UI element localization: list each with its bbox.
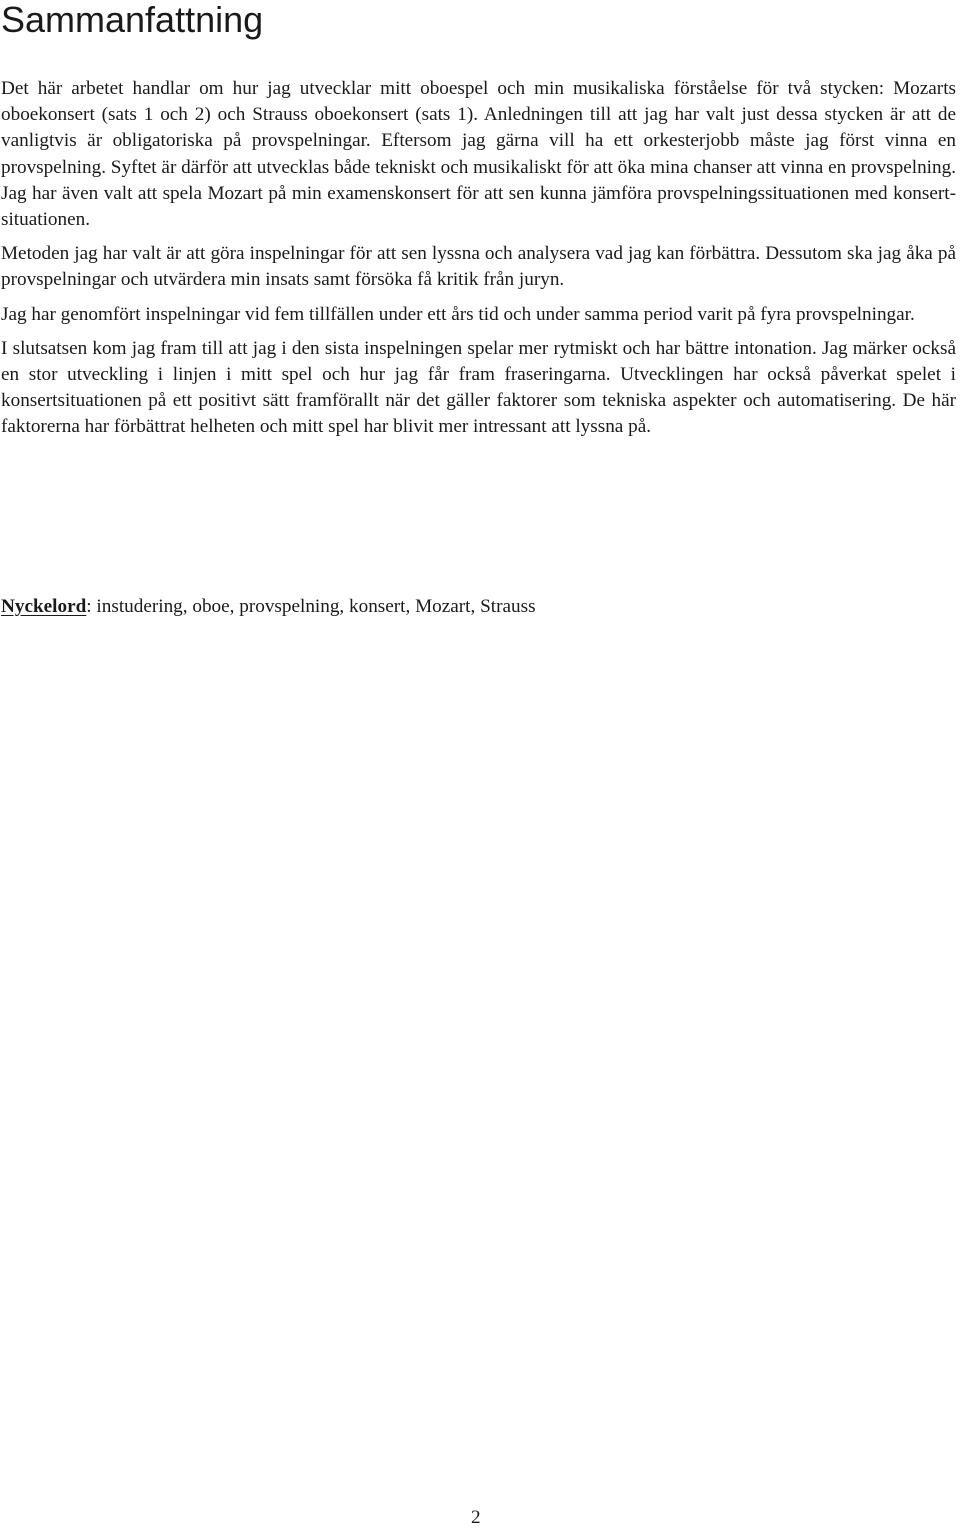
page-number: 2 xyxy=(471,1507,481,1528)
page-title: Sammanfattning xyxy=(1,0,264,40)
keywords-label: Nyckelord xyxy=(1,596,87,617)
paragraph-recordings: Jag har genomfört inspelningar vid fem tillfällen under ett års tid och under samma period varit på fyra provspelningar. xyxy=(1,303,915,325)
keywords-list: instudering, oboe, provspelning, konsert, Mozart, Strauss xyxy=(96,596,536,617)
paragraph-method: Metoden jag har valt är att göra inspelningar för att sen lyssna och analysera vad jag kan förbättra. Dessutom ska jag åka på provspelningar och utvärdera min insats samt försöka få kritik från juryn. xyxy=(1,243,956,291)
summary-body xyxy=(1,76,956,449)
keywords-line xyxy=(1,594,536,620)
keywords-separator: : xyxy=(86,596,97,617)
paragraph-intro: Det här arbetet handlar om hur jag utvecklar mitt oboespel och min musikaliska förståelse för två stycken: Mozarts oboekonsert (sats 1 och 2) och Strauss oboekonsert (sats 1). Anledningen till att jag har valt just dessa stycken är att de vanligtvis är obligatoriska på provspelningar. Eftersom jag gärna vill ha ett orkesterjobb måste jag först vinna en provspelning. Syftet är därför att utvecklas både tekniskt och musikaliskt för att öka mina chanser att vinna en provspelning. Jag har även valt att spela Mozart på min examenskonsert för att sen kunna jämföra provspelningssituationen med konsertsituationen. xyxy=(1,78,956,231)
paragraph-conclusion: I slutsatsen kom jag fram till att jag i den sista inspelningen spelar mer rytmiskt och har bättre intonation. Jag märker också en stor utveckling i linjen i mitt spel och hur jag får fram fraseringarna. Utvecklingen har också påverkat spelet i konsertsituationen på ett positivt sätt framförallt när det gäller faktorer som tekniska aspekter och automatisering. De här faktorerna har förbättrat helheten och mitt spel har blivit mer intressant att lyssna på. xyxy=(1,337,956,438)
